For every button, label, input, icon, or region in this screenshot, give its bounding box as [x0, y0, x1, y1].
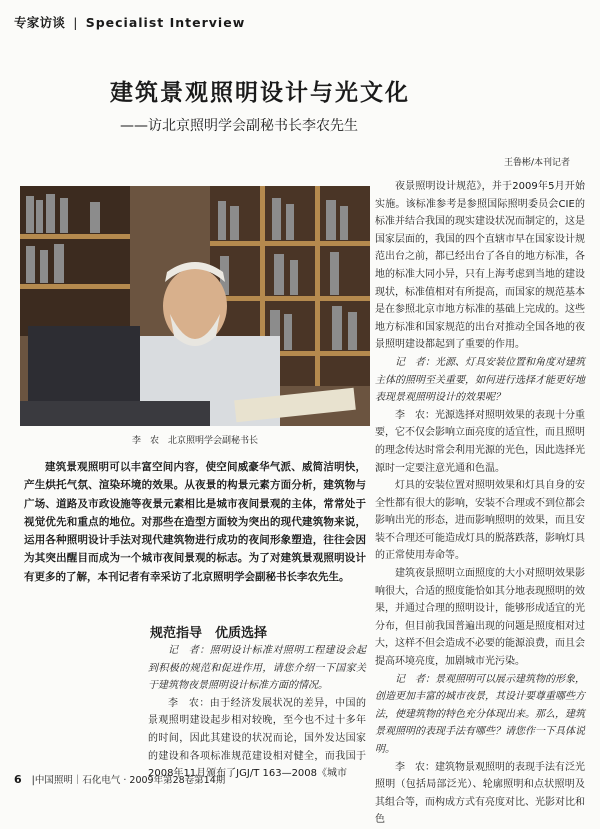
photo-illustration	[20, 186, 370, 426]
byline: 王鲁彬/本刊记者	[503, 158, 570, 168]
article-title: 建筑景观照明设计与光文化	[110, 80, 410, 106]
paragraph-answer: 李 农：由于经济发展状况的差异，中国的景观照明建设起步相对较晚，至今也不过十多年的时间，因此其建设的状况而论，国外发达国家的建设和各项标准规范建设相对健全，而我国于2008年11月颁布了JGJ/T 163—2008《城市	[148, 697, 366, 780]
paragraph-answer: 灯具的安装位置对照明效果和灯具自身的安全性都有很大的影响，安装不合理或不到位都会影响出光的形态，进而影响照明的效果，而且安装不合理还可能造成灯具的脱落跌落，影响灯具的正常使用寿命等。	[375, 480, 585, 562]
page-number: 6	[14, 773, 22, 786]
page-footer	[14, 772, 225, 786]
section-label-cn: 专家访谈	[14, 15, 66, 30]
paragraph-answer: 建筑夜景照明立面照度的大小对照明效果影响很大，合适的照度能恰如其分地表现照明的效果，并通过合理的照明设计，能够形成适宜的光分布，但目前我国普遍出现的问题是照度相对过大，这样不但会造成不必要的能源浪费，而且会提高环境亮度，加剧城市光污染。	[375, 568, 585, 668]
paragraph-answer: 李 农：光源选择对照明效果的表现十分重要，它不仅会影响立面亮度的适宜性，而且照明的理念传达时常会利用光源的光色，因此选择光源时一定要注意光通和色温。	[375, 409, 585, 474]
paragraph-answer: 夜景照明设计规范》，并于2009年5月开始实施。该标准参考是参照国际照明委员会CIE的标准并结合我国的现实建设状况而制定的，这是国家层面的，我国的四个直辖市早在国家设计规范出台之前，都已经出台了各自的地方标准，各地的标准大同小异，只有上海考虑到当地的建设现状，标准值相对有所提高，而国家的规范基本是在参照北京市地方标准的基础上完成的。这些地方标准和国家规范的出台对推动全国各地的夜景照明建设都起到了重要的作用。	[375, 181, 585, 351]
section-label-en: Specialist Interview	[85, 15, 246, 30]
paragraph-question: 记 者：景观照明可以展示建筑物的形象，创造更加丰富的城市夜景，其设计要尊重哪些方法，使建筑物的特色充分体现出来。那么，建筑景观照明的表现手法有哪些？请您作一下具体说明。	[375, 673, 585, 755]
paragraph-question: 记 者：照明设计标准对照明工程建设会起到积极的规范和促进作用，请您介绍一下国家关于建筑物夜景照明设计标准方面的情况。	[148, 645, 366, 692]
article-subtitle: ——访北京照明学会副秘书长李农先生	[120, 118, 358, 134]
section-header	[14, 13, 245, 31]
right-column	[375, 178, 585, 829]
section-heading: 规范指导 优质选择	[150, 626, 268, 641]
left-column	[148, 642, 366, 783]
interview-photo	[20, 186, 370, 426]
lead-section	[24, 458, 366, 586]
photo-caption: 李 农 北京照明学会副秘书长	[131, 436, 258, 446]
paragraph-answer: 李 农：建筑物景观照明的表现手法有泛光照明（包括局部泛光）、轮廓照明和点状照明及其组合等，而构成方式有亮度对比、光影对比和色	[375, 761, 585, 826]
lead-paragraph: 建筑景观照明可以丰富空间内容，使空间威豪华气派、威简洁明快，产生烘托气氛、渲染环境的效果。从夜景的构景元素方面分析，建筑物与广场、道路及市政设施等夜景元素相比是城市夜间景观的主体，常常处于视觉优先和重点的地位。对那些在造型方面较为突出的现代建筑物来说，运用各种照明设计手法对现代建筑物进行成功的夜间形象塑造，往往会因为其突出醒目而成为一个城市夜间景观的标志。为了对建筑景观照明设计有更多的了解，本刊记者有幸采访了北京照明学会副秘书长李农先生。	[24, 461, 366, 583]
header-divider: |	[73, 15, 78, 30]
paragraph-question: 记 者：光源、灯具安装位置和角度对建筑主体的照明至关重要，如何进行选择才能更好地表现景观照明设计的效果呢？	[375, 356, 585, 404]
footer-text: |中国照明｜石化电气 · 2009年第28卷第14期	[31, 775, 226, 786]
